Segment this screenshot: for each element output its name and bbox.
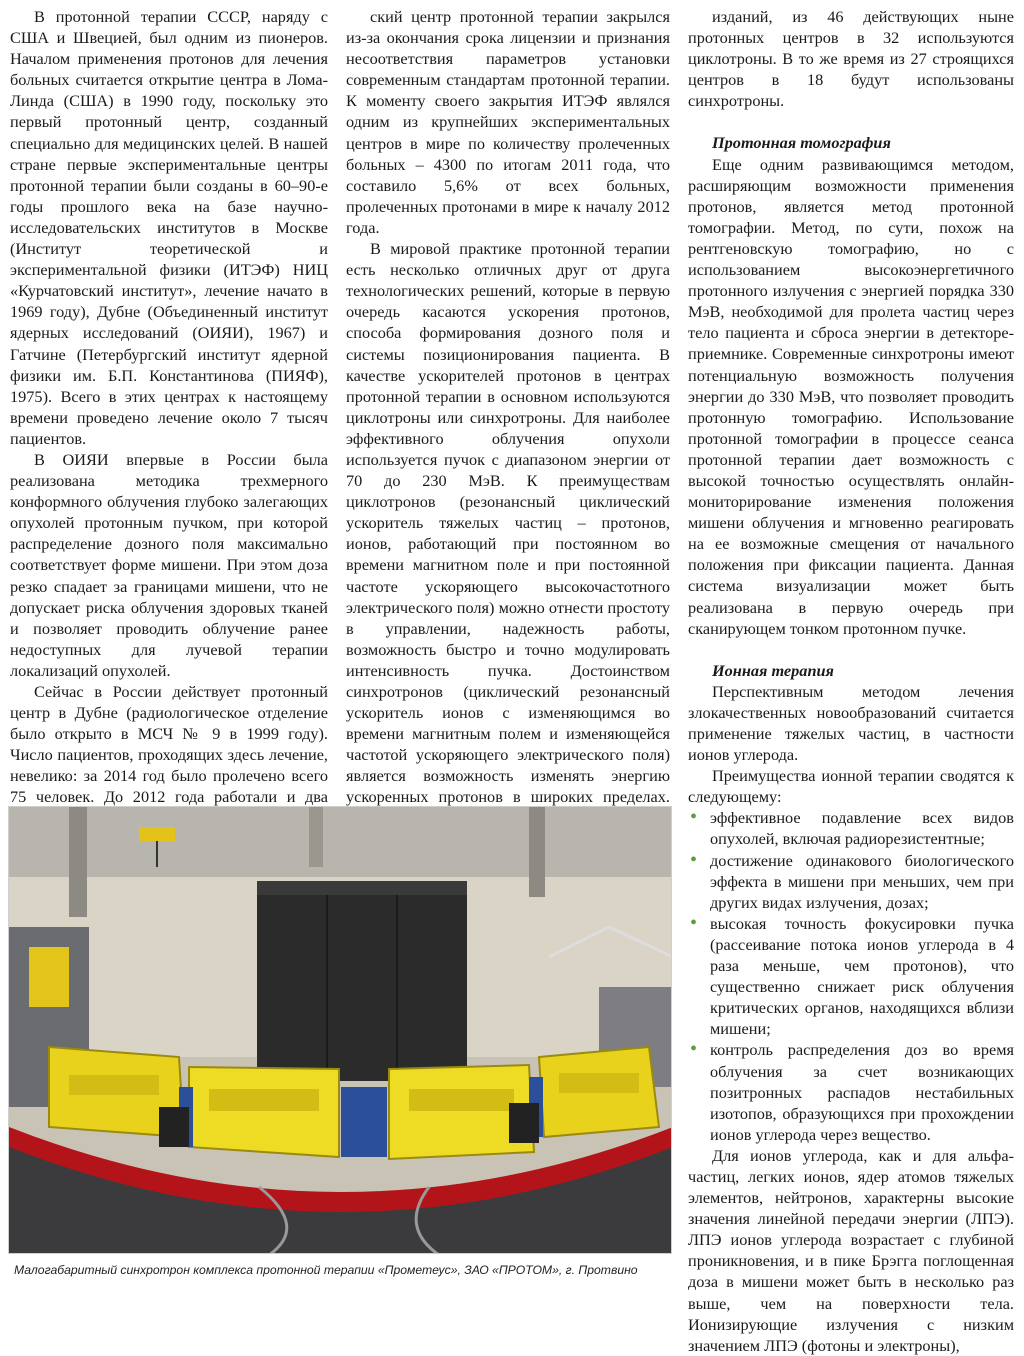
section-heading-tomography: Протонная томография: [712, 133, 891, 153]
text-column-1: [10, 6, 328, 871]
paragraph: В ОИЯИ впервые в России была реализована методика трехмерного конформного облучения глубоко залегающих опухолей протонным пучком, при которой распределение дозного поля максимально соответствует форме мишени. При этом доза резко спадает за границами мишени, что не допускает риска облучения здоровых тканей и позволяет проводить облучение ранее недоступных для лучевой терапии локализаций опухолей.: [10, 449, 328, 680]
list-item: • контроль распределения доз во время облучения за счет возникающих позитронных распадов нестабильных изотопов, образующихся при прохождении ионов углерода через вещество.: [688, 1039, 1014, 1144]
photo-caption: Малогабаритный синхротрон комплекса протонной терапии «Прометеус», ЗАО «ПРОТОМ», г. Протвино: [14, 1263, 638, 1277]
synchrotron-photo: [8, 806, 672, 1254]
advantages-list: [688, 807, 1014, 1145]
section-heading-ion-therapy: Ионная терапия: [712, 660, 834, 680]
paragraph: Еще одним развивающимся методом, расширяющим возможности применения протонов, является метод протонной томографии. Метод, по сути, похож на рентгеновскую томографию, но с использованием высокоэнергетичного протонного излучения с энергией порядка 330 МэВ, необходимой для пролета частиц через тело пациента и сброса энергии в детекторе-приемнике. Современные синхротроны имеют потенциальную возможность получения энергии до 330 МэВ, что позволяет проводить протонную томографию. Использование протонной томографии в процессе сеанса протонной терапии дает возможность с высокой точностью осуществлять онлайн-мониторирование изменения положения мишени облучения и мгновенно реагировать на ее возможные смещения от начального положения при фиксации пациента. Данная система визуализации может быть реализована в первую очередь при сканирующем тонком протонном пучке.: [688, 154, 1014, 638]
list-item: • высокая точность фокусировки пучка (рассеивание потока ионов углерода в 4 раза меньше, чем протонов), что существенно снижает риск облучения критических органов, находящихся вблизи мишени;: [688, 913, 1014, 1040]
paragraph: Перспективным методом лечения злокачественных новообразований считается применение тяжелых частиц, в частности ионов углерода.: [688, 681, 1014, 765]
paragraph: изданий, из 46 действующих ныне протонных центров в 32 используются циклотроны. В то же время из 27 строящихся центров в 18 будут использованы синхротроны.: [688, 7, 1014, 111]
list-item: • эффективное подавление всех видов опухолей, включая радиорезистентные;: [688, 807, 1014, 849]
synchrotron-illustration: [9, 807, 672, 1254]
text-column-2: [346, 6, 670, 871]
paragraph: Преимущества ионной терапии сводятся к следующему:: [688, 766, 1014, 807]
paragraph: В протонной терапии СССР, наряду с США и Швецией, был одним из пионеров. Началом применения протонов для лечения больных считается открытие центра в Лома-Линда (США) в 1990 году, поскольку это первый протонный центр, созданный специально для медицинских целей. В нашей стране первые экспериментальные центры протонной терапии были созданы в 60–90-е годы прошлого века на базе научно-исследовательских институтов в Москве (Институт теоретической и экспериментальной физики (ИТЭФ) НИЦ «Курчатовский институт», лечение начато в 1969 году), Дубне (Объединенный институт ядерных исследований (ОИЯИ), 1967) и Гатчине (Петербургский институт ядерной физики им. Б.П. Константинова (ПИЯФ), 1975). Всего в этих центрах к настоящему времени проведено лечение около 7 тысяч пациентов.: [10, 7, 328, 448]
paragraph: В мировой практике протонной терапии есть несколько отличных друг от друга технологических решений, которые в первую очередь касаются ускорения протонов, способа формирования дозного поля и системы позиционирования пациента. В качестве ускорителей протонов в центрах протонной терапии в основном используются циклотроны или синхротроны. Для наиболее эффективного облучения опухоли используется пучок с диапазоном энергии от 70 до 230 МэВ. К преимуществам циклотронов (резонансный циклический ускоритель тяжелых частиц – протонов, ионов, работающий при постоянном во времени магнитном поле и при постоянной частоте ускоряющего высокочастотного электрического поля) можно отнести простоту в управлении, надежность работы, возможность быстро и точно модулировать интенсивность пучка. Достоинством синхротронов (циклический резонансный ускоритель ионов с изменяющимся во времени магнитным полем и изменяющейся частотой ускоряющего электрического поля) является возможность изменять энергию ускоренных протонов в широких пределах.: [346, 239, 670, 807]
list-item: • достижение одинакового биологического эффекта в мишени при меньших, чем при других видах излучения, дозах;: [688, 850, 1014, 913]
spacer: [688, 639, 1014, 660]
paragraph: Сейчас в России действует протонный центр в Дубне (радиологическое отделение было открыто в МСЧ № 9 в 1999 году). Число пациентов, проходящих здесь лечение, невелико: за 2014 год было пролечено всего 75 человек. До 2012 года работали и два: [10, 682, 328, 807]
paragraph: ский центр протонной терапии закрылся из-за окончания срока лицензии и признания несоответствия параметров установки современным стандартам протонной терапии. К моменту своего закрытия ИТЭФ являлся одним из крупнейших экспериментальных центров в мире по количеству пролеченных больных – 4300 по итогам 2011 года, что составило 5,6% от всех больных, пролеченных протонами в мире к началу 2012 года.: [346, 7, 670, 237]
spacer: [688, 111, 1014, 132]
text-column-3: [688, 6, 1014, 1356]
paragraph: Для ионов углерода, как и для альфа-частиц, легких ионов, ядер атомов тяжелых элементов, нейтронов, характерны высокие значения линейной передачи энергии (ЛПЭ). ЛПЭ ионов углерода возрастает с глубиной проникновения, и в пике Брэгга поглощенная доза в мишени может быть в несколько раз выше, чем на поверхности тела. Ионизирующие излучения с низким значением ЛПЭ (фотоны и электроны),: [688, 1145, 1014, 1355]
